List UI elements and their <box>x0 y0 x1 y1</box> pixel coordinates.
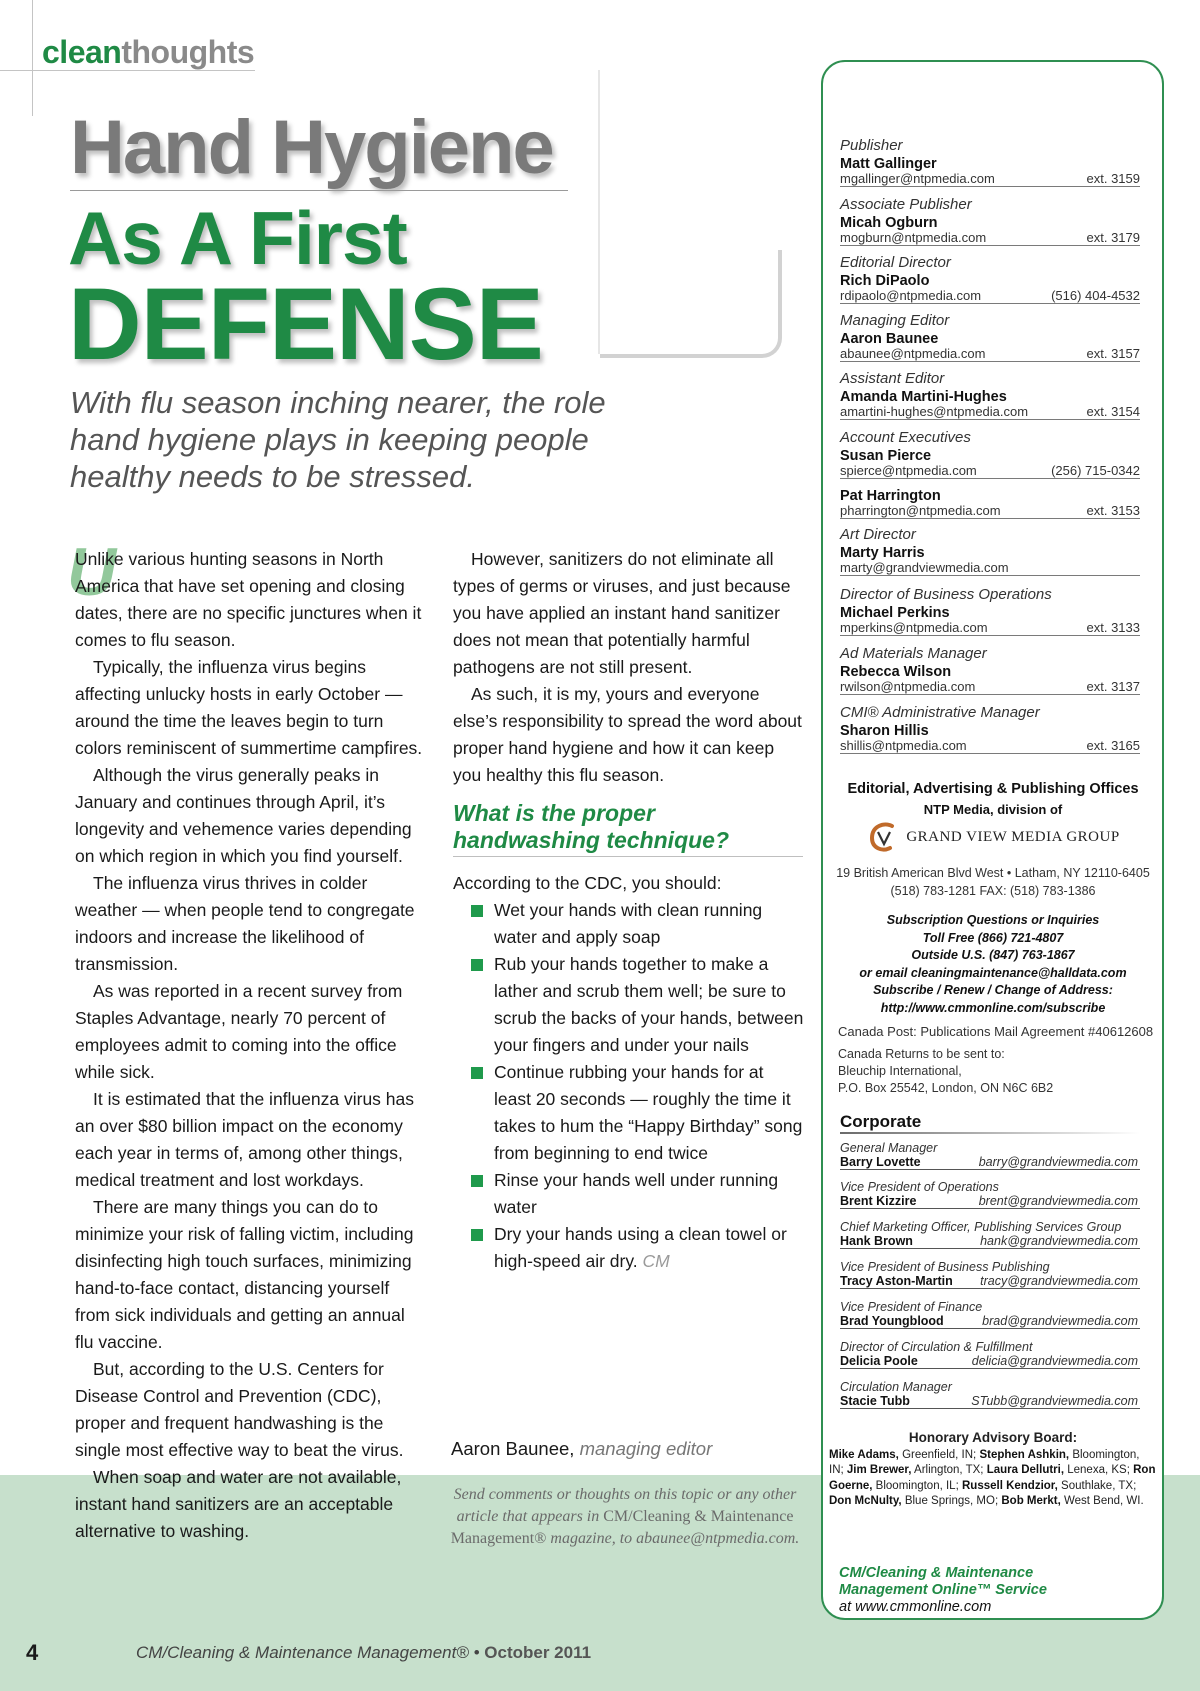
subs-line: Subscription Questions or Inquiries <box>886 913 1100 927</box>
subs-line: Subscribe / Renew / Change of Address: <box>873 983 1113 997</box>
masthead-email[interactable]: rwilson@ntpmedia.com <box>840 679 976 694</box>
masthead-email[interactable]: mperkins@ntpmedia.com <box>840 620 988 635</box>
paragraph: Although the virus generally peaks in January and continues through April, it’s longevity and vehemence varies depending on which region in which you find yourself. <box>75 765 412 866</box>
advisory-member-place: Arlington, TX; <box>914 1464 984 1476</box>
offices-address: 19 British American Blvd West • Latham, NY 12110-6405 <box>836 866 1150 880</box>
paragraph: It is estimated that the influenza virus has an over $80 billion impact on the economy each year in terms of, among other things, medical treatment and lost workdays. <box>75 1089 414 1190</box>
masthead-role: Account Executives <box>840 429 971 446</box>
corporate-role: Vice President of Business Publishing <box>840 1260 1050 1274</box>
brand-part-thoughts: thoughts <box>121 34 255 70</box>
masthead-email[interactable]: rdipaolo@ntpmedia.com <box>840 288 982 303</box>
subs-line: Toll Free (866) 721-4807 <box>922 930 1064 945</box>
headline-line1: Hand Hygiene <box>70 105 553 190</box>
corporate-role: Circulation Manager <box>840 1380 952 1394</box>
online-url[interactable]: at www.cmmonline.com <box>839 1599 992 1615</box>
corporate-entry <box>840 1180 1140 1209</box>
paragraph: However, sanitizers do not eliminate all types of germs or viruses, and just because you have applied an instant hand sanitizer does not mean that potentially harmful pathogens are not still present. <box>453 549 791 677</box>
masthead-name: Aaron Baunee <box>840 331 939 347</box>
subs-link[interactable]: http://www.cmmonline.com/subscribe <box>880 1000 1106 1015</box>
subscription-info <box>824 912 1162 1017</box>
advisory-member-place: Lenexa, KS; <box>1067 1464 1130 1476</box>
online-service <box>839 1565 1047 1616</box>
masthead-phone: ext. 3137 <box>1086 679 1140 694</box>
drop-cap: U <box>67 534 117 610</box>
grand-view-logo <box>824 820 1162 854</box>
masthead-role: Associate Publisher <box>840 196 972 213</box>
corporate-rule <box>840 1132 1140 1134</box>
masthead-phone: (256) 715-0342 <box>1051 463 1140 478</box>
corporate-name: Delicia Poole <box>840 1354 918 1368</box>
step-text: Rinse your hands well under running water <box>494 1170 779 1217</box>
paragraph: But, according to the U.S. Centers for Disease Control and Prevention (CDC), proper and frequent handwashing is the single most effective way to beat the virus. <box>75 1359 404 1460</box>
section-brand <box>42 36 254 68</box>
step-text: Rub your hands together to make a lather and scrub them well; be sure to scrub the backs of your hands, between your fingers and under your nails <box>494 954 804 1055</box>
headline-line2: As A First <box>68 196 407 280</box>
masthead-name: Michael Perkins <box>840 605 950 621</box>
comments-note <box>450 1484 800 1550</box>
masthead-entry <box>840 704 1140 754</box>
header-rule-vertical <box>32 0 33 116</box>
masthead-name: Pat Harrington <box>840 488 941 504</box>
masthead-email[interactable]: abaunee@ntpmedia.com <box>840 346 986 361</box>
grand-view-g-icon <box>866 820 900 854</box>
article-column-1 <box>75 546 427 1545</box>
headline-line3: DEFENSE <box>68 267 543 381</box>
masthead-role: Director of Business Operations <box>840 586 1052 603</box>
advisory-member-name: Ron Goerne, <box>829 1464 1156 1492</box>
subs-line: Outside U.S. (847) 763-1867 <box>911 948 1075 962</box>
paragraph: When soap and water are not available, instant hand sanitizers are an acceptable alternative to washing. <box>75 1467 402 1541</box>
advisory-board <box>829 1430 1157 1510</box>
online-title-1: CM/Cleaning & Maintenance <box>839 1565 1034 1581</box>
subs-email[interactable]: or email cleaningmaintenance@halldata.com <box>859 965 1127 980</box>
advisory-member-place: Blue Springs, MO; <box>904 1495 999 1507</box>
masthead-email[interactable]: pharrington@ntpmedia.com <box>840 503 1001 518</box>
masthead-phone: ext. 3165 <box>1086 738 1140 753</box>
footer-title <box>136 1643 591 1663</box>
masthead-role: Ad Materials Manager <box>840 645 987 662</box>
corporate-entry <box>840 1260 1140 1289</box>
corporate-name: Brad Youngblood <box>840 1314 944 1328</box>
masthead-role: CMI® Administrative Manager <box>840 704 1040 721</box>
masthead-phone: ext. 3133 <box>1086 620 1140 635</box>
corporate-role: Director of Circulation & Fulfillment <box>840 1340 1033 1354</box>
masthead-name: Sharon Hillis <box>840 723 929 739</box>
masthead-entry <box>840 137 1140 187</box>
masthead-role: Assistant Editor <box>840 370 945 387</box>
step-item <box>453 897 805 951</box>
masthead-email[interactable]: mgallinger@ntpmedia.com <box>840 171 995 186</box>
corporate-name: Barry Lovette <box>840 1155 921 1169</box>
comments-text: Send comments or thoughts on this topic or any other article that appears in <box>453 1486 797 1525</box>
advisory-member-place: Bloomington, IL; <box>875 1479 959 1492</box>
byline-name: Aaron Baunee, <box>451 1438 575 1459</box>
paragraph: The influenza virus thrives in colder weather — when people tend to congregate indoors and increase the likelihood of transmission. <box>75 873 415 974</box>
corporate-heading: Corporate <box>840 1112 922 1131</box>
paragraph: As such, it is my, yours and everyone else’s responsibility to spread the word about proper hand hygiene and how it can keep you healthy this flu season. <box>453 684 802 785</box>
canada-line: P.O. Box 25542, London, ON N6C 6B2 <box>838 1081 1054 1095</box>
comments-magazine: CM/Cleaning & Maintenance Management® <box>450 1508 794 1547</box>
masthead-entry <box>840 586 1140 636</box>
offices-title: Editorial, Advertising & Publishing Offices <box>847 781 1139 797</box>
advisory-member-name: Stephen Ashkin, <box>979 1448 1070 1461</box>
corporate-email[interactable]: STubb@grandviewmedia.com <box>971 1394 1138 1408</box>
corporate-role: Vice President of Finance <box>840 1300 983 1314</box>
headline-rule <box>70 190 568 191</box>
corporate-email[interactable]: brent@grandviewmedia.com <box>978 1194 1138 1208</box>
decorative-corner <box>600 250 782 358</box>
masthead-name: Amanda Martini-Hughes <box>840 389 1007 405</box>
corporate-email[interactable]: tracy@grandviewmedia.com <box>980 1274 1138 1288</box>
masthead-name: Rich DiPaolo <box>840 273 930 289</box>
masthead-name: Susan Pierce <box>840 448 932 464</box>
comments-email[interactable]: magazine, to abaunee@ntpmedia.com. <box>550 1530 800 1547</box>
masthead-phone: ext. 3154 <box>1086 404 1140 419</box>
masthead-phone: ext. 3153 <box>1086 503 1140 518</box>
masthead-entry <box>840 487 1140 519</box>
corporate-email[interactable]: hank@grandviewmedia.com <box>980 1234 1138 1248</box>
canada-post-agreement: Canada Post: Publications Mail Agreement #40612608 <box>838 1024 1154 1039</box>
masthead-name: Micah Ogburn <box>840 215 938 231</box>
paragraph: As was reported in a recent survey from Staples Advantage, nearly 70 percent of employees admit to coming into the office while sick. <box>75 981 403 1082</box>
advisory-member-name: Russell Kendzior, <box>961 1479 1058 1492</box>
step-item <box>453 1221 805 1275</box>
masthead-email[interactable]: marty@grandviewmedia.com <box>840 560 1009 575</box>
advisory-member-place: Greenfield, IN; <box>902 1448 977 1461</box>
corporate-entry <box>840 1141 1140 1170</box>
steps-list <box>453 897 805 1275</box>
corporate-email[interactable]: brad@grandviewmedia.com <box>982 1314 1138 1328</box>
step-item <box>453 1167 805 1221</box>
advisory-member-place: Bloomington, IN; <box>829 1448 1140 1476</box>
handwashing-steps <box>453 870 805 1275</box>
step-item <box>453 1059 805 1167</box>
footer-publication: CM/Cleaning & Maintenance Management® • <box>136 1643 480 1662</box>
corporate-role: General Manager <box>840 1141 938 1155</box>
masthead-role: Editorial Director <box>840 254 951 271</box>
corporate-entry <box>840 1380 1140 1409</box>
step-text: Dry your hands using a clean towel or high-speed air dry. <box>494 1224 787 1271</box>
masthead-phone: (516) 404-4532 <box>1051 288 1140 303</box>
canada-line: Canada Returns to be sent to: <box>838 1047 1005 1061</box>
masthead-email[interactable]: shillis@ntpmedia.com <box>840 738 967 753</box>
question-heading: What is the proper handwashing technique? <box>453 800 803 857</box>
corporate-entry <box>840 1300 1140 1329</box>
masthead-role: Managing Editor <box>840 312 950 329</box>
advisory-member-name: Don McNulty, <box>829 1495 902 1507</box>
corporate-email[interactable]: delicia@grandviewmedia.com <box>971 1354 1138 1368</box>
byline <box>451 1438 712 1460</box>
corporate-role: Vice President of Operations <box>840 1180 999 1194</box>
offices-phones: (518) 783-1281 FAX: (518) 783-1386 <box>890 884 1096 898</box>
offices-block <box>824 781 1162 1017</box>
offices-subtitle: NTP Media, division of <box>923 802 1063 817</box>
corporate-role: Chief Marketing Officer, Publishing Services Group <box>840 1220 1122 1234</box>
step-item <box>453 951 805 1059</box>
masthead-phone: ext. 3157 <box>1086 346 1140 361</box>
advisory-member-name: Bob Merkt, <box>1001 1495 1061 1507</box>
advisory-member-name: Jim Brewer, <box>846 1464 912 1476</box>
corporate-name: Brent Kizzire <box>840 1194 917 1208</box>
byline-role: managing editor <box>579 1438 713 1459</box>
masthead-name: Rebecca Wilson <box>840 664 952 680</box>
subhead: With flu season inching nearer, the role hand hygiene plays in keeping people healthy needs to be stressed. <box>70 385 606 494</box>
corporate-name: Tracy Aston-Martin <box>840 1274 953 1288</box>
masthead-phone: ext. 3179 <box>1086 230 1140 245</box>
paragraph: Typically, the influenza virus begins affecting unlucky hosts in early October — around the time the leaves begin to turn colors reminiscent of summertime campfires. <box>75 657 423 758</box>
masthead-name: Matt Gallinger <box>840 156 937 172</box>
online-title-2: Management Online™ Service <box>839 1582 1047 1598</box>
advisory-member-place: West Bend, WI. <box>1063 1495 1144 1507</box>
masthead-email[interactable]: amartini-hughes@ntpmedia.com <box>840 404 1029 419</box>
masthead-role: Publisher <box>840 137 903 154</box>
paragraph: Unlike various hunting seasons in North America that have set opening and closing dates, there are no specific junctures when it comes to flu season. <box>75 549 422 650</box>
signoff-mark: CM <box>642 1251 670 1271</box>
step-text: Wet your hands with clean running water and apply soap <box>494 900 763 947</box>
paragraph: There are many things you can do to minimize your risk of falling victim, including disinfecting high touch surfaces, minimizing hand-to-face contact, distancing yourself from sick individuals and getting an annual flu vaccine. <box>75 1197 414 1352</box>
page-number: 4 <box>26 1640 39 1665</box>
masthead-name: Marty Harris <box>840 545 925 561</box>
header-rule-horizontal <box>0 70 255 71</box>
masthead-entry <box>840 429 1140 479</box>
masthead-phone: ext. 3159 <box>1086 171 1140 186</box>
masthead-entry <box>840 312 1140 362</box>
masthead-entry <box>840 645 1140 695</box>
advisory-member-name: Laura Dellutri, <box>986 1464 1065 1476</box>
masthead-entry <box>840 526 1140 576</box>
article-column-2 <box>453 546 805 789</box>
corporate-email[interactable]: barry@grandviewmedia.com <box>978 1155 1138 1169</box>
step-text: Continue rubbing your hands for at least 20 seconds — roughly the time it takes to hum the “Happy Birthday” song from beginning to end twice <box>494 1062 803 1163</box>
masthead-role: Art Director <box>840 526 916 543</box>
canada-line: Bleuchip International, <box>838 1064 962 1078</box>
cdc-intro: According to the CDC, you should: <box>453 873 722 893</box>
grand-view-logo-text: GRAND VIEW MEDIA GROUP <box>906 828 1120 845</box>
corporate-entry <box>840 1340 1140 1369</box>
advisory-title: Honorary Advisory Board: <box>908 1430 1078 1445</box>
brand-part-clean: clean <box>42 34 122 70</box>
footer-date: October 2011 <box>484 1643 592 1662</box>
masthead-entry <box>840 196 1140 246</box>
advisory-members <box>829 1448 1157 1510</box>
advisory-member-name: Mike Adams, <box>829 1448 899 1461</box>
corporate-name: Hank Brown <box>840 1234 913 1248</box>
masthead-entry <box>840 254 1140 304</box>
corporate-entry <box>840 1220 1140 1249</box>
advisory-member-place: Southlake, TX; <box>1061 1479 1137 1492</box>
masthead-email[interactable]: mogburn@ntpmedia.com <box>840 230 987 245</box>
masthead-email[interactable]: spierce@ntpmedia.com <box>840 463 977 478</box>
canada-post-block <box>838 1023 1158 1097</box>
corporate-name: Stacie Tubb <box>840 1394 910 1408</box>
masthead-entry <box>840 370 1140 420</box>
